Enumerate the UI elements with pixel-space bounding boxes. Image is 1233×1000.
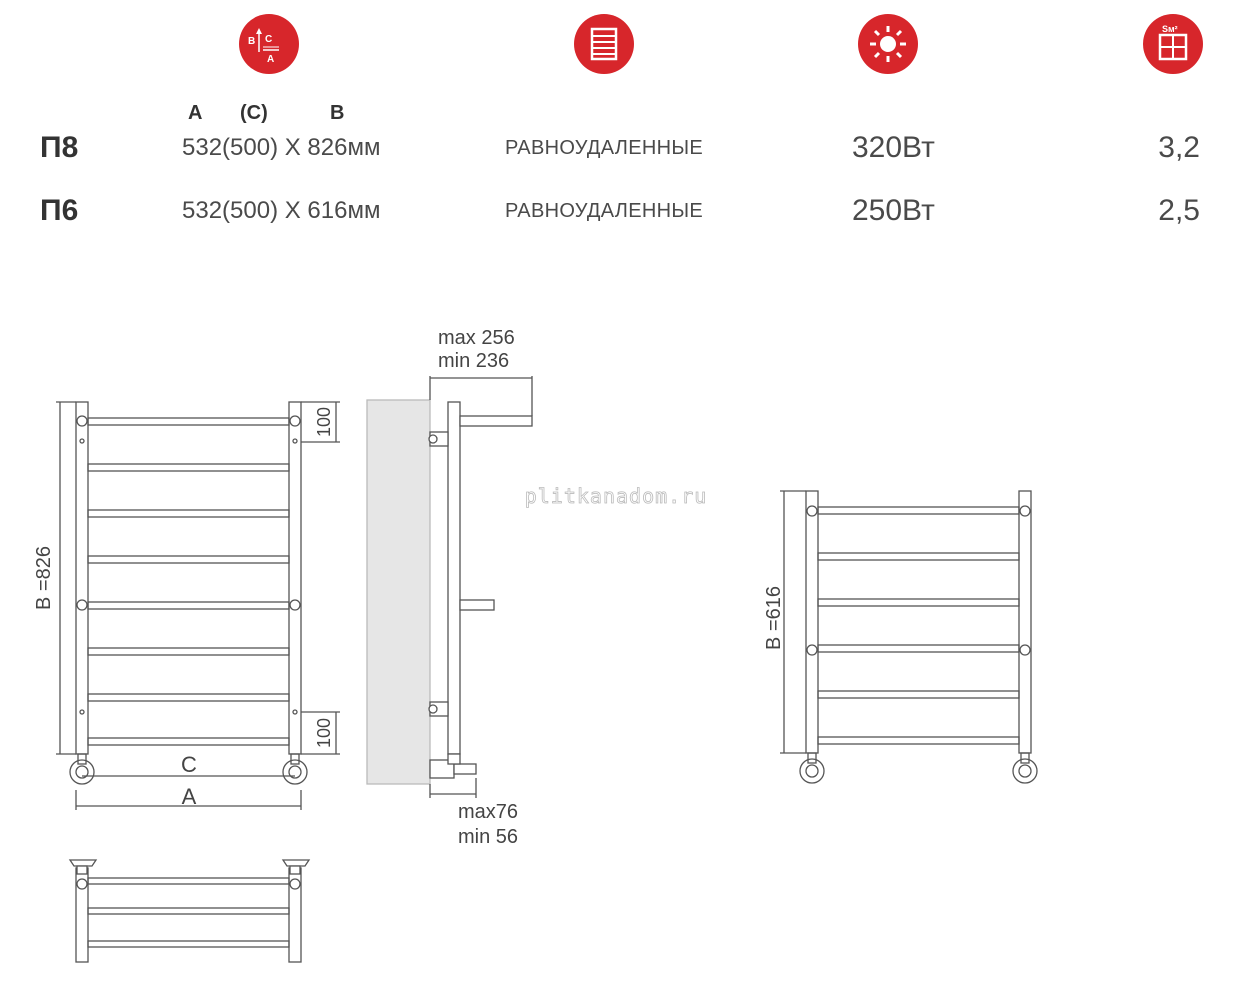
watermark: plitkanadom.ru: [524, 484, 708, 508]
height-label-p8: B =826: [33, 546, 55, 610]
rungs-p8: [88, 418, 289, 745]
side-view: [367, 376, 532, 798]
power-p6: 250Вт: [852, 194, 935, 227]
area-p8: 3,2: [1158, 131, 1200, 164]
connection-p8: РАВНОУДАЛЕННЫЕ: [505, 137, 703, 159]
area-p6: 2,5: [1158, 194, 1200, 227]
dims-p8: 532(500) X 826мм: [182, 134, 381, 161]
top-view: [70, 860, 309, 962]
header-a: A: [188, 102, 203, 124]
dims-p6: 532(500) X 616мм: [182, 197, 381, 224]
front-view-p6: [780, 491, 1037, 783]
header-b: B: [330, 102, 345, 124]
side-min-bottom: min 56: [458, 826, 519, 848]
svg-text:C: C: [265, 34, 273, 45]
c-label: C: [181, 752, 197, 777]
header-c: (C): [240, 102, 268, 124]
height-label-p6: B =616: [763, 586, 785, 650]
side-min-top: min 236: [438, 350, 510, 372]
model-p8: П8: [40, 131, 79, 164]
side-max-top: max 256: [438, 327, 515, 349]
bottom-offset-label: 100: [314, 717, 334, 749]
svg-text:Sм²: Sм²: [1162, 24, 1178, 34]
connection-p6: РАВНОУДАЛЕННЫЕ: [505, 200, 703, 222]
power-p8: 320Вт: [852, 131, 935, 164]
wall: [367, 400, 430, 784]
side-max-bottom: max76: [458, 801, 519, 823]
a-label: A: [181, 784, 197, 809]
rungs-p6: [818, 507, 1019, 744]
front-view-p8: [56, 402, 340, 810]
model-p6: П6: [40, 194, 79, 227]
svg-text:B: B: [248, 36, 256, 47]
svg-text:A: A: [267, 54, 275, 65]
top-offset-label: 100: [314, 406, 334, 438]
